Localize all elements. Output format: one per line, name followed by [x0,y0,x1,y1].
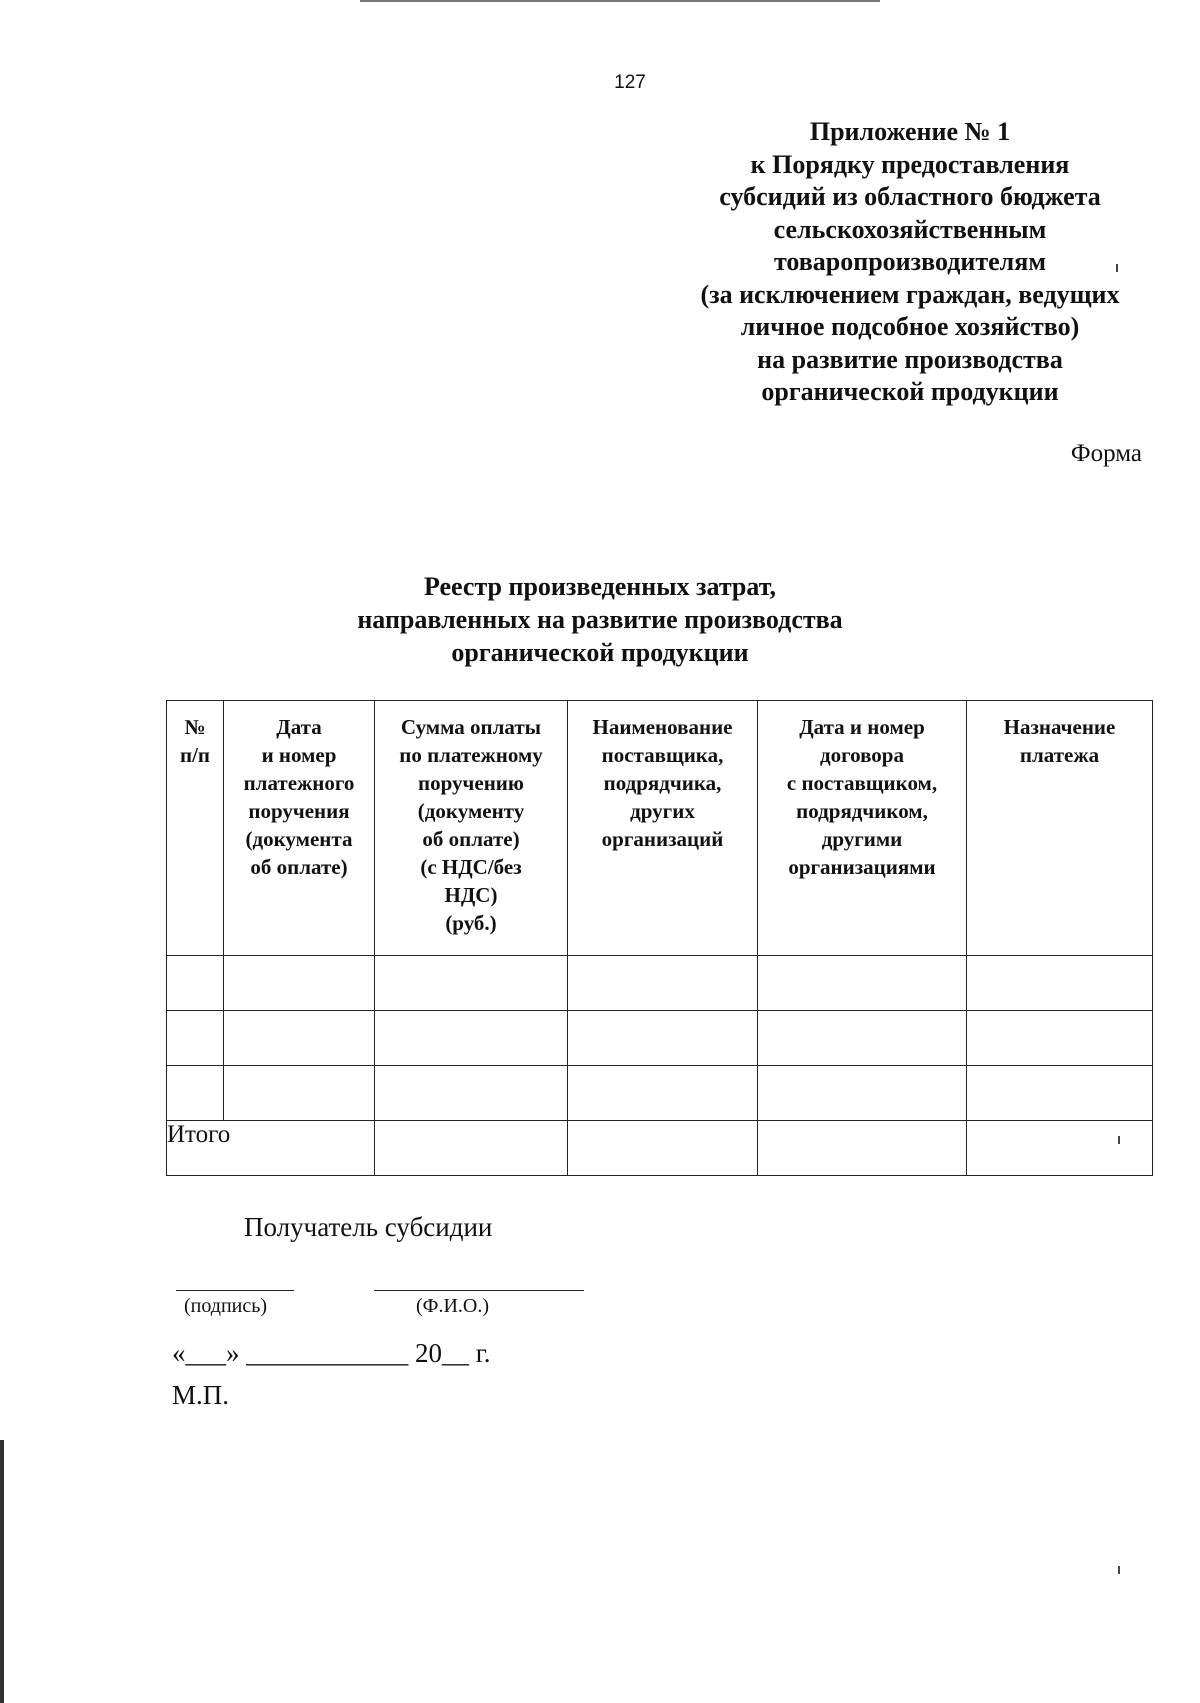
table-cell[interactable] [967,1066,1153,1121]
total-cell[interactable] [375,1121,568,1176]
date-line: «___» ____________ 20__ г. [172,1338,491,1368]
appendix-line: сельскохозяйственным [773,214,1047,244]
appendix-line: Приложение № 1 [809,117,1011,146]
name-line [374,1290,584,1291]
total-cell[interactable] [758,1121,967,1176]
table-cell[interactable] [224,956,375,1011]
page-number: 127 [614,72,646,93]
table-cell[interactable] [167,956,224,1011]
table-cell[interactable] [758,1011,967,1066]
appendix-heading [640,116,1180,409]
signature-line [176,1290,294,1291]
table-row [167,956,1153,1011]
header-number: № п/п [167,701,224,956]
table-row [167,1011,1153,1066]
document-title [300,570,900,669]
table-cell[interactable] [568,1011,758,1066]
scan-speck [1118,1136,1120,1144]
stamp-label: М.П. [172,1380,230,1410]
recipient-label: Получатель субсидии [244,1212,493,1242]
scan-speck [1116,264,1118,272]
table-cell[interactable] [167,1066,224,1121]
table-cell[interactable] [167,1011,224,1066]
appendix-line: (за исключением граждан, ведущих [700,279,1120,309]
expense-register-table [166,700,1153,1176]
title-line: направленных на развитие производства [357,605,843,634]
appendix-line: субсидий из областного бюджета [719,182,1101,211]
scan-speck [1118,1566,1120,1574]
table-cell[interactable] [568,956,758,1011]
title-line: Реестр произведенных затрат, [423,572,777,601]
table-cell[interactable] [375,956,568,1011]
total-cell[interactable] [568,1121,758,1176]
header-payment-amount: Сумма оплаты по платежному поручению (документу об оплате) (с НДС/без НДС) (руб.) [375,701,568,956]
header-supplier: Наименование поставщика, подрядчика, других организаций [568,701,758,956]
table-cell[interactable] [224,1066,375,1121]
table-header-row [167,701,1153,956]
table-cell[interactable] [967,1011,1153,1066]
header-purpose: Назначение платежа [967,701,1153,956]
table-cell[interactable] [758,1066,967,1121]
total-label: Итого [167,1121,375,1176]
table-cell[interactable] [758,956,967,1011]
appendix-line: на развитие производства [757,344,1063,374]
form-label: Форма [1070,440,1142,467]
scan-artifact-top [360,0,880,2]
appendix-line: товаропроизводителям [773,247,1047,276]
title-line: органической продукции [451,638,749,667]
header-contract: Дата и номер договора с поставщиком, подрядчиком, другими организациями [758,701,967,956]
appendix-line: личное подсобное хозяйство) [740,312,1080,341]
scan-artifact-edge [0,1440,4,1703]
signature-caption: (подпись) [184,1295,268,1317]
name-caption: (Ф.И.О.) [416,1295,490,1317]
appendix-line: к Порядку предоставления [750,149,1070,179]
table-cell[interactable] [375,1066,568,1121]
table-cell[interactable] [224,1011,375,1066]
header-payment-order: Дата и номер платежного поручения (документа об оплате) [224,701,375,956]
total-row [167,1121,1153,1176]
table-row [167,1066,1153,1121]
table-cell[interactable] [967,956,1153,1011]
table-cell[interactable] [375,1011,568,1066]
table-cell[interactable] [568,1066,758,1121]
appendix-line: органической продукции [761,377,1059,406]
total-cell[interactable] [967,1121,1153,1176]
